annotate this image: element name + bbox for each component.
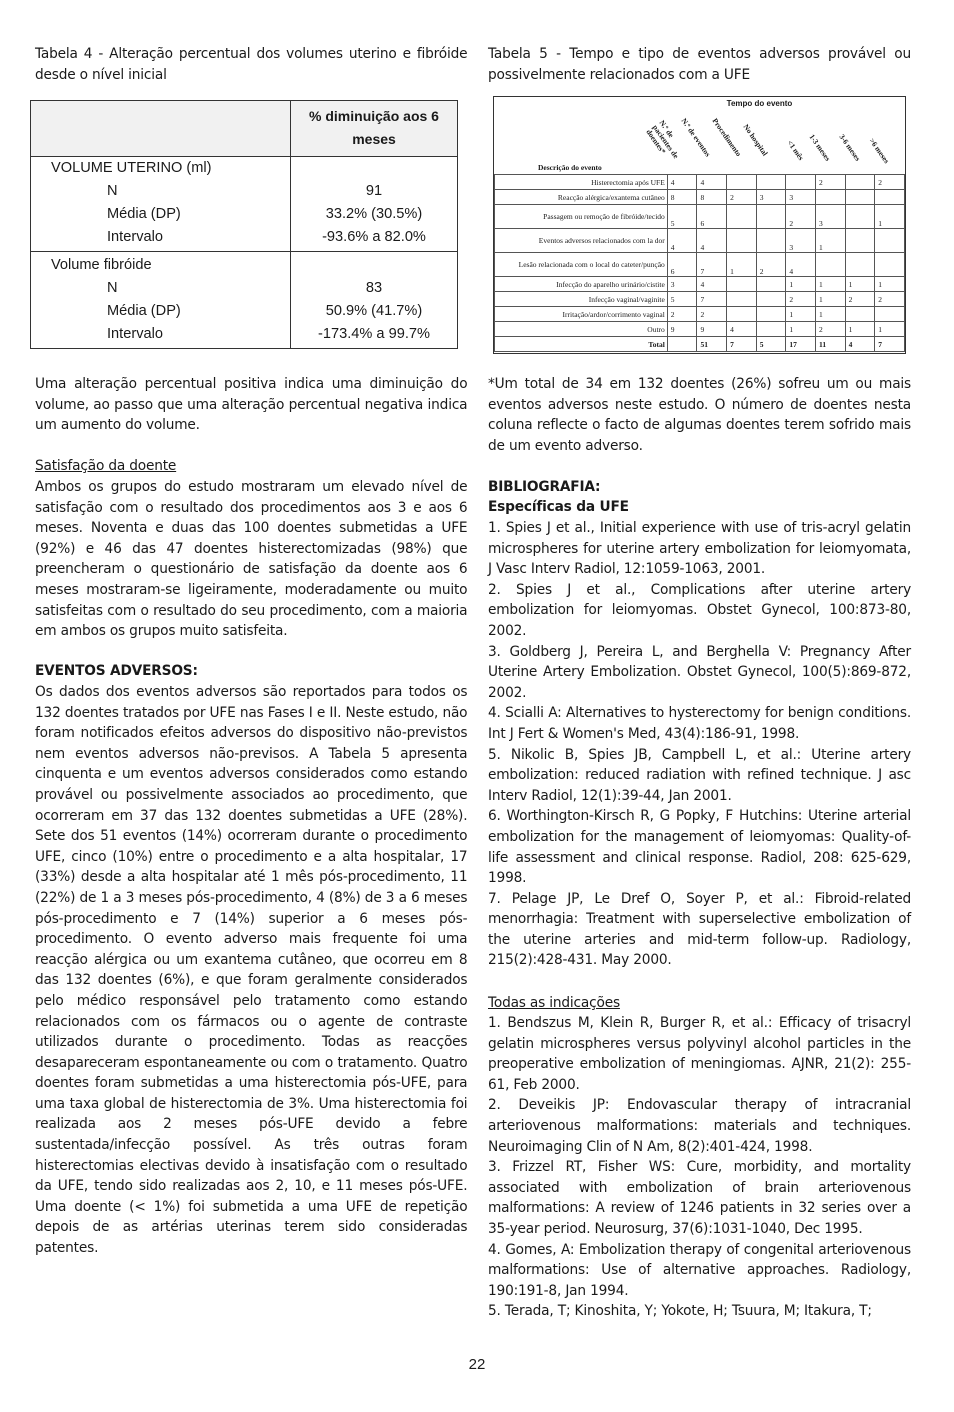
table5-row-label: Total — [495, 337, 668, 352]
table5-row-label: Infecção vaginal/vaginite — [495, 292, 668, 307]
table5-cell: 1 — [786, 322, 816, 337]
table5-cell — [816, 190, 846, 205]
reference-item: 4. Scialli A: Alternatives to hysterectomy for benign conditions. Int J Fert & Women's Med, 43(4):186-91, 1998. — [488, 704, 911, 742]
table4-cell: -93.6% a 82.0% — [322, 229, 426, 245]
reference-item: 1. Bendszus M, Klein R, Burger R, et al.: Efficacy of trisacryl gelatin microspheres versus polyvinyl alcohol particles in the preoperative embolization of meningiomas. AJNR, 21(2): 255-61, Feb 2000. — [488, 1014, 911, 1093]
table5-row — [495, 277, 905, 292]
table5-cell — [727, 205, 757, 229]
reference-item: 7. Pelage JP, Le Dref O, Soyer P, et al.: Fibroid-related menorrhagia: Treatment with superselective embolization of the uterine arteries and mid-term follow-up. Radiology, 215(2):428-431. May 2000. — [488, 889, 911, 969]
table5-cell — [756, 277, 786, 292]
table5-cell: 6 — [697, 205, 727, 229]
table5-col-header: 3-6 meses — [837, 132, 863, 163]
paragraph-satisfacao: Ambos os grupos do estudo mostraram um elevado nível de satisfação com o resultado dos procedimentos aos 3 e aos 6 meses. Noventa e duas das 100 doentes submetidas a UFE (92%) e 46 das 47 doentes histerectomizadas (98%) que preencheram o questionário de satisfação da doente aos 6 meses mostraram-se ligeiramente, moderadamente ou muito satisfeitas com o resultado do seu procedimento, com a maioria em ambos os grupos muito satisfeita. — [35, 478, 468, 640]
table5-row — [495, 337, 905, 352]
table5-cell: 2 — [786, 292, 816, 307]
table5-cell — [845, 253, 875, 277]
table5-cell: 2 — [845, 292, 875, 307]
table4-row-label: Intervalo — [107, 229, 163, 245]
table5-cell: 7 — [875, 337, 905, 352]
heading-especificas: Específicas da UFE — [488, 498, 629, 515]
table5-row-label: Histerectomia após UFE — [495, 175, 668, 190]
reference-item: 5. Terada, T; Kinoshita, Y; Yokote, H; Tsuura, M; Itakura, T; — [488, 1302, 872, 1320]
table5-cell — [786, 175, 816, 190]
table5-desc-header: Descrição do evento — [538, 163, 602, 172]
table5-cell — [845, 175, 875, 190]
table5-cell: 5 — [667, 205, 697, 229]
reference-item: 2. Spies J et al., Complications after uterine artery embolization for leiomyomas. Obstet Gynecol, 100:873-80, 2002. — [488, 580, 911, 639]
table5-cell: 11 — [816, 337, 846, 352]
table5-cell: 7 — [727, 337, 757, 352]
table4-group-fibroide — [31, 252, 291, 349]
table5-cell: 1 — [845, 277, 875, 292]
table5-cell: 2 — [786, 205, 816, 229]
table5-cell — [756, 229, 786, 253]
table5-cell — [756, 322, 786, 337]
table5-cell: 7 — [697, 253, 727, 277]
heading-eventos-adversos: EVENTOS ADVERSOS: — [35, 662, 198, 679]
reference-item: 1. Spies J et al., Initial experience with use of tris-acryl gelatin microspheres for uterine artery embolization for leiomyomata, J Vasc Interv Radiol, 12:1059-1063, 2001. — [488, 519, 911, 578]
table5-cell: 1 — [786, 277, 816, 292]
reference-item: 3. Goldberg J, Pereira L, and Berghella V: Pregnancy After Uterine Artery Embolization. Obstet Gynecol, 100(5):869-872, 2002. — [488, 642, 911, 701]
table5-cell: 4 — [697, 277, 727, 292]
table5-col-header: N.º de pacientes de doentes* — [644, 118, 681, 161]
table5-cell: 2 — [667, 307, 697, 322]
table5-cell: 3 — [667, 277, 697, 292]
table4-header-empty — [31, 101, 291, 157]
table5-cell — [727, 292, 757, 307]
table4-group-label: VOLUME UTERINO (ml) — [51, 160, 212, 176]
table5-col-header: Procedimento — [710, 116, 744, 158]
table5-cell — [816, 253, 846, 277]
table5-cell: 2 — [697, 307, 727, 322]
table5-cell — [727, 277, 757, 292]
paragraph-percent-change: Uma alteração percentual positiva indica uma diminuição do volume, ao passo que uma alteração percentual negativa indica um aumento do volume. — [35, 375, 468, 434]
table5-group-header: Tempo do evento — [726, 99, 793, 108]
table5-cell: 2 — [875, 175, 905, 190]
references-ufe — [488, 518, 911, 971]
table5-cell: 5 — [667, 292, 697, 307]
table5-cell: 51 — [697, 337, 727, 352]
table5-cell: 1 — [875, 277, 905, 292]
table5-cell: 4 — [786, 253, 816, 277]
reference-item: 5. Nikolic B, Spies JB, Campbell L, et al.: Uterine artery embolization: reduced radiation with refined technique. J asc Interv Radiol, 12(1):39-44, Jan 2001. — [488, 745, 911, 804]
table5-cell: 8 — [697, 190, 727, 205]
heading-bibliografia: BIBLIOGRAFIA: — [488, 478, 601, 495]
table5-cell: 3 — [756, 190, 786, 205]
table5-cell: 9 — [697, 322, 727, 337]
table5-cell: 2 — [756, 253, 786, 277]
table4-row-label: Média (DP) — [107, 206, 181, 222]
table5-row — [495, 253, 905, 277]
table4-group-label: Volume fibróide — [51, 257, 152, 273]
table5-cell: 8 — [667, 190, 697, 205]
table5-cell — [875, 190, 905, 205]
table5-cell: 4 — [845, 337, 875, 352]
table5-row — [495, 322, 905, 337]
table4-cell: -173.4% a 99.7% — [318, 326, 430, 342]
table5-grid — [494, 174, 905, 352]
table4-cell: 33.2% (30.5%) — [325, 206, 423, 222]
table4 — [30, 100, 458, 349]
table5-cell: 2 — [816, 322, 846, 337]
table5-row — [495, 205, 905, 229]
table5-row-label: Irritação/ardor/corrimento vaginal — [495, 307, 668, 322]
table5-cell: 4 — [727, 322, 757, 337]
table5-cell: 6 — [667, 253, 697, 277]
reference-item: 2. Deveikis JP: Endovascular therapy of intracranial arteriovenous malformations: materials and techniques. Neuroimaging Clin of N Am, 8(2):401-424, 1998. — [488, 1096, 911, 1155]
table5-cell — [845, 229, 875, 253]
reference-item: 3. Frizzel RT, Fisher WS: Cure, morbidity, and mortality associated with embolization of brain arteriovenous malformations: A review of 1246 patients in 32 series over a 35-year period. Neurosurg, 37(6):1031-1040, Dec 1995. — [488, 1158, 911, 1237]
table5-cell: 1 — [727, 253, 757, 277]
table5-row-label: Outro — [495, 322, 668, 337]
table5-row — [495, 175, 905, 190]
table4-row-label: N — [107, 183, 118, 199]
table4-header: % diminuição aos 6 meses — [291, 101, 458, 157]
table4-group-uterino — [31, 157, 291, 252]
table4-caption: Tabela 4 - Alteração percentual dos volumes uterino e fibróide desde o nível inicial — [35, 45, 468, 83]
table5-cell — [875, 253, 905, 277]
table5-col-header: No hospital — [741, 122, 770, 158]
table5-row-label: Infecção do aparelho urinário/cistite — [495, 277, 668, 292]
table5-cell — [875, 307, 905, 322]
table5-row — [495, 307, 905, 322]
table5 — [493, 96, 906, 354]
table5-cell: 9 — [667, 322, 697, 337]
table5-cell — [727, 175, 757, 190]
table5-row-label: Eventos adversos relacionados com la dor — [495, 229, 668, 253]
table5-col-header: <1 mês — [785, 138, 806, 162]
page-number: 22 — [468, 1356, 486, 1373]
table5-cell: 2 — [727, 190, 757, 205]
table5-cell: 1 — [845, 322, 875, 337]
reference-item: 4. Gomes, A: Embolization therapy of congenital arteriovenous malformations: Use of alternative approaches. Radiology, 190:191-8, Jan 1994. — [488, 1240, 911, 1299]
table5-row-label: Passagem ou remoção de fibróide/tecido — [495, 205, 668, 229]
table5-cell: 7 — [697, 292, 727, 307]
table4-row-label: N — [107, 280, 118, 296]
table4-cell: 50.9% (41.7%) — [325, 303, 423, 319]
paragraph-total-footnote: *Um total de 34 em 132 doentes (26%) sofreu um ou mais eventos adversos neste estudo. O número de doentes nesta coluna reflecte o facto de algumas doentes terem sofrido mais de um evento adverso. — [488, 375, 911, 454]
heading-todas-indicacoes: Todas as indicações — [488, 994, 620, 1011]
table5-row — [495, 229, 905, 253]
table5-caption: Tabela 5 - Tempo e tipo de eventos adversos provável ou possivelmente relacionados com a UFE — [488, 45, 911, 83]
table5-cell: 1 — [875, 322, 905, 337]
table5-cell — [756, 205, 786, 229]
table4-cell: 91 — [365, 183, 383, 199]
table5-row — [495, 292, 905, 307]
table5-col-header: >6 meses — [867, 136, 892, 166]
table5-cell: 1 — [816, 292, 846, 307]
table5-cell: 1 — [816, 277, 846, 292]
table5-cell — [667, 337, 697, 352]
table4-row-label: Intervalo — [107, 326, 163, 342]
paragraph-eventos-adversos: Os dados dos eventos adversos são reportados para todos os 132 doentes tratados por UFE nas Fases I e II. Neste estudo, não foram notificados efeitos adversos do dispositivo não-previstos nem eventos adversos não-previsos. A Tabela 5 apresenta cinquenta e um eventos adversos considerados como estando provável ou possivelmente associados ao procedimento, que ocorreram em 37 das 132 doentes submetidas a UFE (28%). Sete dos 51 eventos (14%) ocorreram durante o procedimento UFE, cinco (10%) entre o procedimento e a alta hospitalar, 17 (33%) desde a alta hospitalar até 1 mês pós-procedimento, 11 (22%) de 1 a 3 meses pós-procedimento, 4 (8%) de 3 a 6 meses pós-procedimento e 7 (14%) superior a 6 meses pós-procedimento. O evento adverso mais frequente foi uma reacção alérgica ou um exantema cutâneo, que ocorreu em 8 das 132 doentes (6%), e que foram geralmente considerados pelo médico responsável pelo tratamento como estando relacionados com os fármacos ou o agente de contraste utilizados durante o procedimento. Todas as reacções desapareceram espontaneamente ou com o tratamento. Quatro doentes foram submetidas a uma histerectomia pós-UFE, para uma taxa global de histerectomia de 3%. Uma histerectomia foi realizada aos 2 meses pós-UFE devido a febre sustentada/infecção possível. As três outras foram histerectomias electivas devido à insatisfação com o resultado da UFE, tendo sido realizadas aos 2, 10, e 11 meses pós-UFE. Uma doente (< 1%) foi submetida a uma UFE de repetição depois de as artérias uterinas terem sido consideradas patentes. — [35, 683, 468, 1257]
table5-row-label: Lesão relacionada com o local do cateter/punção — [495, 253, 668, 277]
table5-cell: 4 — [667, 229, 697, 253]
table5-row — [495, 190, 905, 205]
reference-item: 6. Worthington-Kirsch R, G Popky, F Hutchins: Uterine arterial embolization for the management of leiomyomas: Quality-of-life assessment and clinical response. Radiol, 208: 625-629, 1998. — [488, 807, 911, 887]
table5-cell — [756, 307, 786, 322]
table5-cell — [845, 190, 875, 205]
table5-cell: 2 — [816, 175, 846, 190]
table5-cell: 4 — [697, 175, 727, 190]
table5-cell: 1 — [786, 307, 816, 322]
table5-cell: 2 — [875, 292, 905, 307]
table5-cell: 3 — [816, 205, 846, 229]
table5-cell: 1 — [816, 229, 846, 253]
table5-col-header: N.º de eventos — [679, 116, 713, 159]
table5-cell: 17 — [786, 337, 816, 352]
table5-cell: 1 — [875, 205, 905, 229]
table5-cell — [727, 307, 757, 322]
table5-cell — [845, 307, 875, 322]
table4-group-uterino-values — [291, 157, 458, 252]
table5-cell: 1 — [816, 307, 846, 322]
heading-satisfacao: Satisfação da doente — [35, 457, 177, 474]
table4-cell: 83 — [365, 280, 383, 296]
table5-col-header: 1-3 meses — [807, 132, 833, 163]
table5-cell: 3 — [786, 190, 816, 205]
table5-cell — [756, 175, 786, 190]
table5-cell: 3 — [786, 229, 816, 253]
table5-cell — [875, 229, 905, 253]
table4-row-label: Média (DP) — [107, 303, 181, 319]
table5-cell — [756, 292, 786, 307]
table5-row-label: Reacção alérgica/exantema cutâneo — [495, 190, 668, 205]
table5-cell — [727, 229, 757, 253]
references-todas — [488, 1013, 911, 1322]
table5-cell: 4 — [697, 229, 727, 253]
table5-cell: 5 — [756, 337, 786, 352]
table4-group-fibroide-values — [291, 252, 458, 349]
table5-cell: 4 — [667, 175, 697, 190]
table5-cell — [845, 205, 875, 229]
